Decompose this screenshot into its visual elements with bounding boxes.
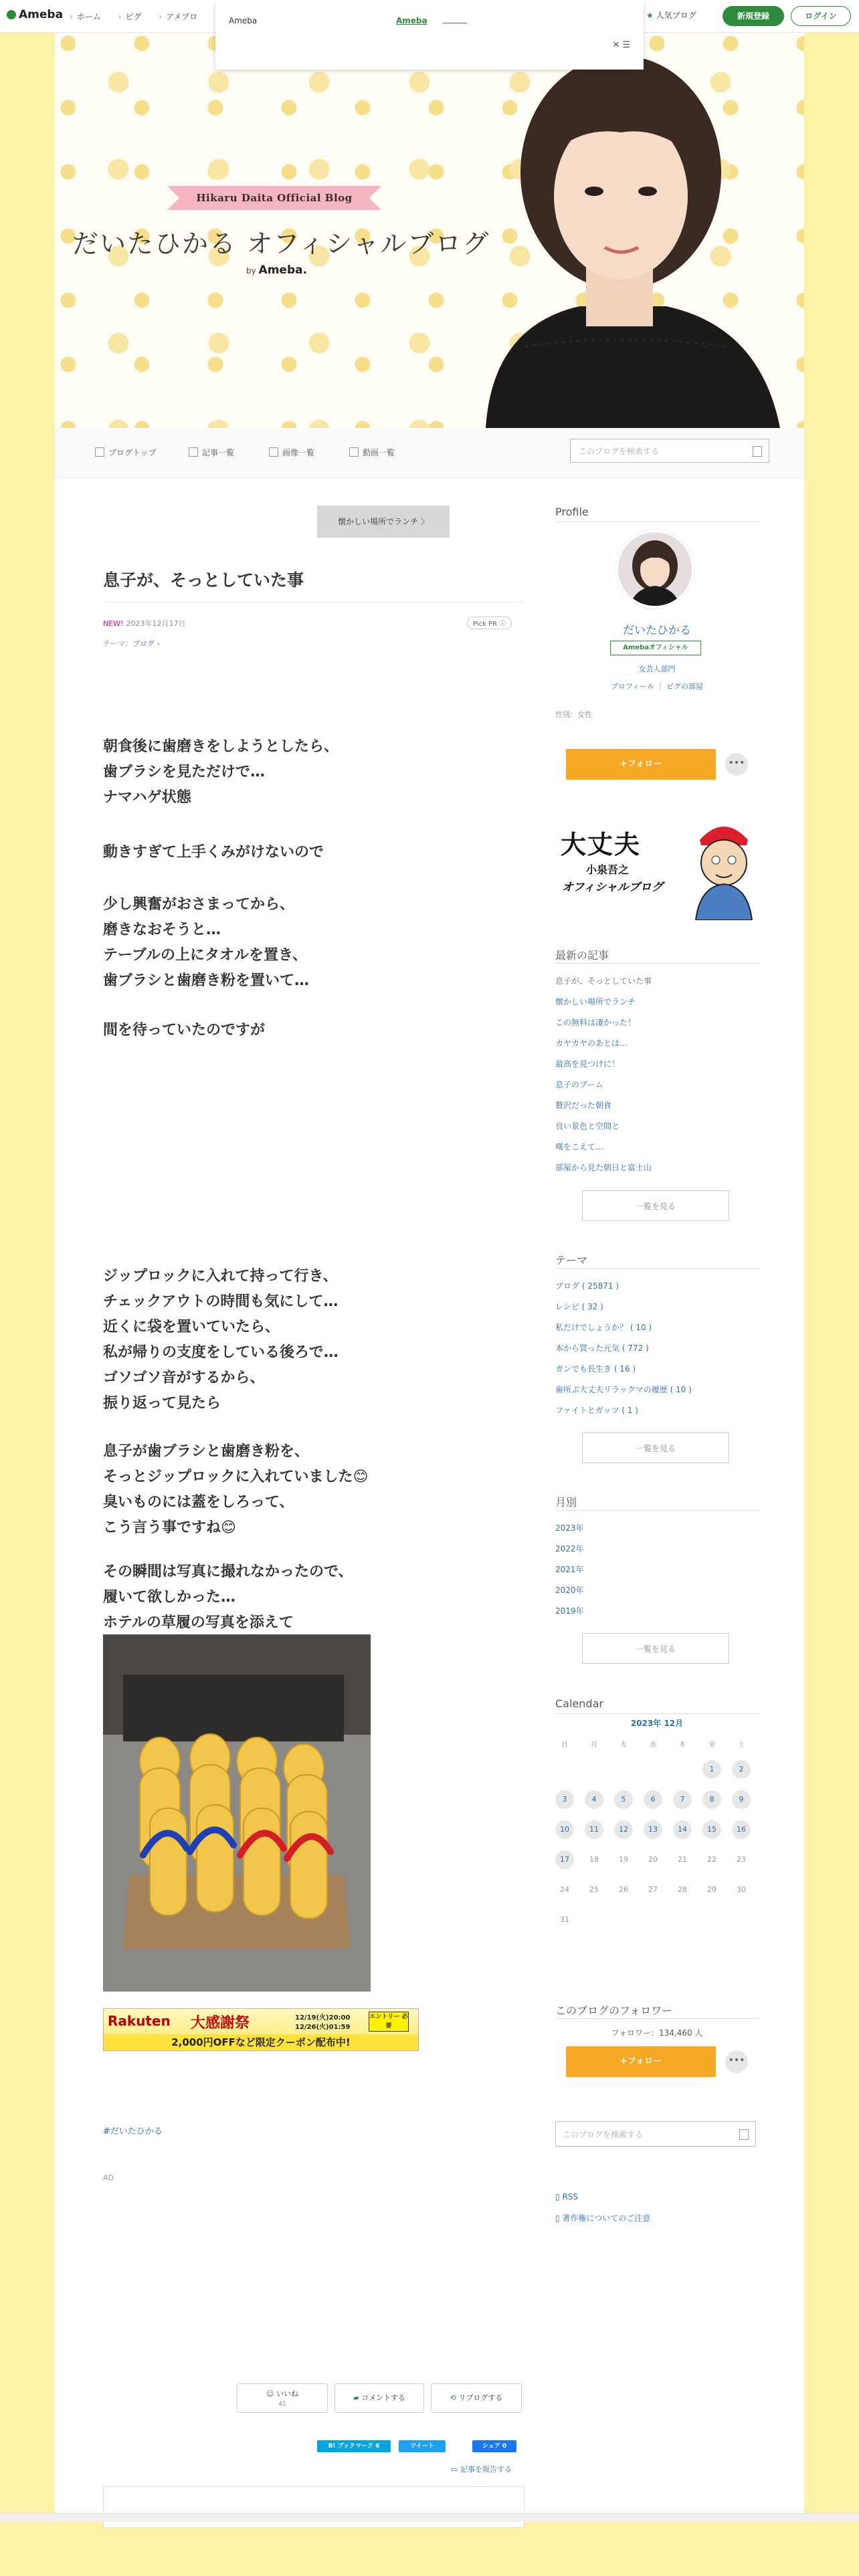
nav-blog-top[interactable] (95, 447, 157, 458)
article-paragraph: ジップロックに入れて持って行き、 チェックアウトの時間も気にして… 近くに袋を置いていたら、 私が帰りの支度をしている後ろで… ゴソゴソ音がするから、 振り返って見たら (103, 1268, 339, 1412)
theme-item[interactable]: 歯所ぶ大丈夫リラックマの履歴 ( 10 ) (555, 1385, 692, 1394)
calendar-day: 31 (560, 1915, 569, 1924)
theme-see-all-button[interactable]: 一覧を見る (582, 1432, 729, 1463)
blog-header-image[interactable] (55, 32, 804, 428)
report-icon: ▭ (451, 2465, 458, 2474)
banner-character-illustration (686, 813, 761, 920)
pick-pr-badge[interactable]: Pick PR ⓘ (467, 617, 512, 629)
popular-blog-link[interactable] (646, 9, 696, 21)
by-ameba (246, 263, 307, 277)
profile-link[interactable]: プロフィール (611, 682, 654, 691)
calendar-day: 30 (737, 1885, 746, 1894)
calendar-day: 25 (589, 1885, 599, 1894)
ameba-logo[interactable] (7, 8, 63, 21)
calendar-weekday: 火 (620, 1741, 627, 1749)
header-ribbon: Hikaru Daita Official Blog (182, 186, 367, 210)
top-nav (70, 11, 212, 22)
rss-label: RSS (562, 2192, 579, 2202)
theme-item[interactable]: ブログ ( 25871 ) (555, 1281, 619, 1291)
nav-video-list-label: 動画一覧 (363, 448, 395, 457)
copyright-label: 著作権についてのご注意 (562, 2214, 651, 2223)
comment-icon: ▰ (353, 2393, 359, 2402)
calendar-day[interactable]: 7 (673, 1790, 692, 1809)
recent-heading: 最新の記事 (555, 949, 609, 962)
login-button[interactable]: ログイン (791, 6, 851, 26)
ad-popup-label: Ameba (229, 16, 258, 25)
blog-title: だいたひかる オフィシャルブログ (72, 229, 490, 259)
calendar-day: 21 (678, 1855, 687, 1864)
ameba-logo-icon (7, 10, 16, 19)
ameba-brand: Ameba. (258, 263, 308, 277)
rakuten-logo: Rakuten (108, 2013, 171, 2029)
calendar-day[interactable]: 13 (644, 1820, 662, 1839)
search-icon[interactable] (739, 2129, 749, 2140)
calendar-day[interactable]: 9 (732, 1790, 751, 1809)
theme-label: テーマ： (103, 639, 132, 648)
theme-item[interactable]: 本から買った元気 ( 772 ) (555, 1344, 649, 1353)
by-text: by (246, 266, 256, 276)
nav-blog-top-label: ブログトップ (108, 448, 157, 457)
rakuten-date-start: 12/19(火)20:00 (295, 2014, 351, 2022)
video-icon (349, 447, 359, 457)
official-badge: Amebaオフィシャル (610, 641, 701, 655)
rakuten-offer: 2,000円OFFなど限定クーポン配布中! (104, 2034, 418, 2050)
calendar-day[interactable]: 10 (555, 1820, 574, 1839)
recent-item[interactable]: 部屋から見た朝日と富士山 (555, 1163, 652, 1172)
facebook-share-button[interactable]: シェア 0 (472, 2440, 516, 2452)
blogger-portrait (446, 32, 804, 428)
ad-popup (215, 0, 644, 70)
followers-heading-rule (555, 2018, 759, 2019)
copyright-notice-link[interactable] (555, 2212, 650, 2224)
title-divider (103, 602, 523, 603)
calendar-weekday: 日 (561, 1741, 568, 1749)
calendar-heading: Calendar (555, 1697, 603, 1710)
calendar-day[interactable]: 5 (614, 1790, 633, 1809)
nav-image-list-label: 画像一覧 (282, 448, 315, 457)
popular-blog-label: 人気ブログ (656, 11, 696, 20)
calendar-day: 29 (707, 1885, 717, 1894)
theme-link[interactable]: ブログ (132, 639, 155, 648)
nav-article-list[interactable] (189, 447, 234, 458)
calendar-day: 19 (619, 1855, 628, 1864)
sidebar-search-input[interactable] (555, 2121, 756, 2147)
calendar-heading-rule (555, 1713, 759, 1714)
follow-button[interactable]: +フォロー (566, 749, 716, 780)
rss-icon: ▯ (555, 2192, 560, 2202)
article-paragraph: その瞬間は写真に撮れなかったので、 履いて欲しかった… ホテルの草履の写真を添えて (103, 1564, 353, 1631)
comment-button[interactable] (335, 2383, 424, 2413)
rakuten-banner[interactable] (103, 2008, 419, 2051)
month-item[interactable]: 2023年 (555, 1523, 584, 1533)
nav-ameblo[interactable]: › アメブロ (159, 12, 197, 21)
article-theme: テーマ：ブログ › (103, 639, 160, 648)
recent-item[interactable]: 良い景色と空間と (555, 1121, 620, 1131)
rss-link[interactable] (555, 2192, 578, 2202)
article-paragraph: 動きすぎて上手くみがけないので (103, 844, 324, 861)
ad-popup-link[interactable]: Ameba (396, 16, 427, 25)
reblog-button[interactable] (431, 2383, 522, 2413)
nav-home[interactable]: › ホーム (70, 12, 101, 21)
calendar-day[interactable]: 17 (555, 1850, 574, 1869)
hashtag-link[interactable]: #だいたひかる (103, 2127, 163, 2137)
tweet-button[interactable]: ツイート (399, 2440, 446, 2452)
avatar[interactable] (615, 530, 694, 609)
article-paragraph: 息子が歯ブラシと歯磨き粉を、 そっとジップロックに入れていました😊 臭いものには蓋をしろって、 こう言う事ですね😊 (103, 1443, 369, 1536)
star-icon: ★ (646, 11, 654, 20)
calendar-day[interactable]: 6 (644, 1790, 662, 1809)
calendar-day[interactable]: 1 (702, 1760, 721, 1779)
calendar-weekday: 水 (650, 1741, 656, 1749)
month-heading: 月別 (555, 1496, 577, 1509)
recent-item[interactable]: 贅沢だった朝食 (555, 1101, 612, 1110)
prev-article-button[interactable]: 懐かしい場所でランチ 〉 (317, 506, 450, 538)
calendar-weekday: 金 (708, 1741, 715, 1749)
calendar-weekday: 木 (679, 1741, 686, 1749)
calendar-day[interactable]: 16 (732, 1820, 751, 1839)
recent-heading-rule (555, 963, 759, 964)
blog-search-input[interactable] (570, 439, 769, 463)
copyright-icon: ▯ (555, 2214, 560, 2223)
calendar-day: 20 (648, 1855, 658, 1864)
koizumi-blog-banner[interactable] (555, 813, 761, 920)
home-icon (95, 447, 104, 457)
month-item[interactable]: 2020年 (555, 1586, 584, 1595)
article-paragraph: 朝食後に歯磨きをしようとしたら、 歯ブラシを見ただけで… ナマハゲ状態 (103, 738, 339, 806)
more-options-button[interactable]: ••• (725, 753, 748, 776)
month-heading-rule (555, 1510, 759, 1511)
nav-article-list-label: 記事一覧 (202, 448, 235, 457)
list-icon (189, 447, 198, 457)
follow-button-2[interactable]: +フォロー (566, 2046, 716, 2077)
recent-see-all-button[interactable]: 一覧を見る (582, 1190, 729, 1221)
theme-heading-rule (555, 1268, 759, 1269)
comment-label: コメントする (361, 2393, 405, 2402)
month-see-all-button[interactable]: 一覧を見る (582, 1633, 729, 1664)
blog-search-placeholder: このブログを検索する (579, 447, 660, 456)
image-icon (269, 447, 278, 457)
register-button[interactable]: 新規登録 (723, 6, 784, 26)
profile-links: プロフィール ｜ ピグの部屋 (611, 682, 703, 691)
recent-item[interactable]: カヤカヤのあとは… (555, 1039, 628, 1048)
more-options-button-2[interactable]: ••• (725, 2050, 748, 2073)
calendar-day[interactable]: 4 (585, 1790, 603, 1809)
calendar-day[interactable]: 3 (555, 1790, 574, 1809)
theme-heading: テーマ (555, 1254, 588, 1267)
recent-item[interactable]: 嘆をこえて… (555, 1142, 604, 1152)
sandals-photo[interactable] (103, 1634, 371, 1992)
nav-image-list[interactable] (269, 447, 314, 458)
sidebar-search-placeholder: このブログを検索する (563, 2130, 644, 2139)
calendar-day[interactable]: 14 (673, 1820, 692, 1839)
banner-name: 小泉吾之 (586, 863, 630, 876)
profile-category[interactable]: 女芸人部門 (638, 665, 676, 673)
month-item[interactable]: 2021年 (555, 1565, 584, 1574)
calendar-day[interactable]: 15 (702, 1820, 721, 1839)
followers-heading: このブログのフォロワー (555, 2004, 673, 2017)
month-item[interactable]: 2022年 (555, 1544, 584, 1553)
profile-name[interactable]: だいたひかる (623, 624, 691, 637)
rakuten-entry-badge: エントリー 必要 (369, 2012, 409, 2032)
calendar-day: 26 (619, 1885, 628, 1894)
hatena-bookmark-button[interactable]: B! ブックマーク 6 (317, 2440, 391, 2452)
article-date: 2023年12月17日 (126, 619, 186, 628)
calendar-month-title: 2023年 12月 (630, 1719, 684, 1728)
like-count: 41 (278, 2401, 286, 2407)
calendar-day: 23 (737, 1855, 746, 1864)
calendar-day[interactable]: 2 (732, 1760, 751, 1779)
calendar-weekday: 土 (738, 1741, 745, 1749)
nav-pigg[interactable]: › ピグ (118, 12, 142, 21)
prev-article-label: 懐かしい場所でランチ (338, 517, 419, 526)
reblog-icon: ⟲ (450, 2393, 456, 2402)
calendar-day: 22 (707, 1855, 717, 1864)
rakuten-date-end: 12/26(火)01:59 (295, 2024, 351, 2031)
article-paragraph: 少し興奮がおさまってから、 磨きなおそうと… テーブルの上にタオルを置き、 歯ブラシと歯磨き粉を置いて… (103, 896, 310, 989)
calendar-day: 28 (678, 1885, 687, 1894)
reblog-label: リブログする (458, 2393, 503, 2402)
report-article-link[interactable] (451, 2464, 512, 2474)
recent-item[interactable]: 懐かしい場所でランチ (555, 997, 636, 1006)
month-item[interactable]: 2019年 (555, 1606, 584, 1616)
new-badge: NEW! (103, 619, 124, 628)
theme-item[interactable]: ファイトとガッツ ( 1 ) (555, 1406, 638, 1415)
like-icon: ☺ (266, 2389, 274, 2398)
page-bottom-bar (0, 2513, 859, 2522)
pigg-room-link[interactable]: ピグの部屋 (666, 682, 703, 691)
banner-sub: オフィシャルブログ (562, 881, 663, 894)
calendar-day[interactable]: 11 (585, 1820, 603, 1839)
calendar-day[interactable]: 8 (702, 1790, 721, 1809)
banner-title: 大丈夫 (561, 830, 642, 859)
profile-heading: Profile (555, 506, 589, 518)
calendar-weekday: 月 (591, 1741, 597, 1749)
calendar-day: 24 (560, 1885, 569, 1894)
nav-video-list[interactable] (349, 447, 395, 458)
recent-item[interactable]: 最高を見つけに！ (555, 1059, 620, 1069)
report-label: 記事を報告する (460, 2465, 512, 2474)
article-paragraph: 間を待っていたのですが (103, 1022, 266, 1039)
follower-count: フォロワー：134,460 人 (611, 2028, 703, 2038)
like-label: いいね (276, 2389, 298, 2398)
ameba-logo-text: Ameba (19, 8, 64, 21)
article-title[interactable]: 息子が、そっとしていた事 (103, 570, 304, 590)
rakuten-title: 大感謝祭 (191, 2015, 250, 2032)
theme-item[interactable]: ガンでも長生き ( 16 ) (555, 1364, 636, 1374)
blog-nav (55, 428, 804, 478)
theme-item[interactable]: レシピ ( 32 ) (555, 1302, 603, 1311)
calendar-day: 18 (589, 1855, 599, 1864)
ad-label: AD (103, 2173, 114, 2182)
ad-close-icon[interactable]: ✕ ☰ (612, 40, 630, 50)
calendar-day: 27 (648, 1885, 658, 1894)
blog-frame (55, 32, 804, 2520)
article-meta (103, 618, 185, 629)
theme-item[interactable]: 私だけでしょうか？ ( 10 ) (555, 1323, 652, 1332)
like-button[interactable] (237, 2383, 328, 2413)
recent-item[interactable]: この無料は凄かった！ (555, 1018, 636, 1027)
profile-sex: 性別：女性 (555, 710, 592, 719)
recent-item[interactable]: 息子のブーム (555, 1080, 603, 1089)
calendar-day[interactable]: 12 (614, 1820, 633, 1839)
recent-item-current: 息子が、そっとしていた事 (555, 976, 652, 986)
search-icon[interactable] (753, 446, 762, 457)
